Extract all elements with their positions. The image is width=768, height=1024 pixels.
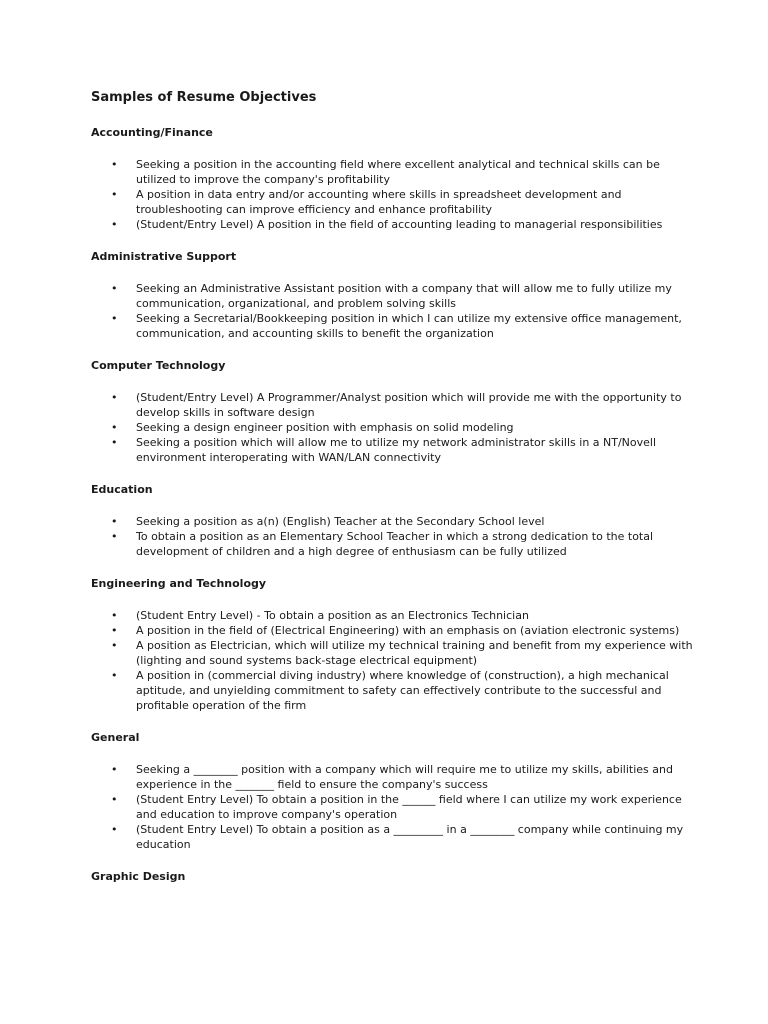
sections-container	[91, 125, 701, 885]
list-item	[91, 514, 701, 529]
list-item	[91, 311, 701, 341]
bullet-list	[91, 762, 701, 852]
list-item-text: A position as Electrician, which will utilize my technical training and benefit from my experience with (lighting and sound systems back-stage electrical equipment)	[136, 639, 693, 667]
section-heading: Accounting/Finance	[91, 126, 213, 139]
list-item	[91, 217, 701, 232]
list-item-text: Seeking a position in the accounting field where excellent analytical and technical skills can be utilized to improve the company's profitability	[136, 158, 660, 186]
list-item-text: Seeking a ________ position with a company which will require me to utilize my skills, abilities and experience in the _______ field to ensure the company's success	[136, 763, 673, 791]
bullet-icon: •	[111, 793, 118, 806]
list-item-text: (Student/Entry Level) A position in the field of accounting leading to managerial responsibilities	[136, 218, 663, 231]
list-item-text: A position in data entry and/or accounting where skills in spreadsheet development and troubleshooting can improve efficiency and enhance profitability	[136, 188, 622, 216]
list-item-text: A position in the field of (Electrical Engineering) with an emphasis on (aviation electronic systems)	[136, 624, 680, 637]
section	[91, 730, 701, 852]
list-item-text: Seeking an Administrative Assistant position with a company that will allow me to fully utilize my communication, organizational, and problem solving skills	[136, 282, 672, 310]
list-item	[91, 390, 701, 420]
list-item-text: Seeking a Secretarial/Bookkeeping position in which I can utilize my extensive office management, communication, and accounting skills to benefit the organization	[136, 312, 682, 340]
list-item	[91, 529, 701, 559]
document-page	[91, 88, 701, 901]
section-heading: Administrative Support	[91, 250, 237, 263]
list-item-text: A position in (commercial diving industry) where knowledge of (construction), a high mechanical aptitude, and unyielding commitment to safety can effectively contribute to the successful and profitable operation of the firm	[136, 669, 669, 712]
bullet-icon: •	[111, 639, 118, 652]
bullet-icon: •	[111, 530, 118, 543]
bullet-icon: •	[111, 823, 118, 836]
list-item-text: (Student Entry Level) - To obtain a position as an Electronics Technician	[136, 609, 529, 622]
section-heading: General	[91, 731, 140, 744]
section-heading: Computer Technology	[91, 359, 226, 372]
section-heading: Graphic Design	[91, 870, 186, 883]
bullet-icon: •	[111, 624, 118, 637]
list-item	[91, 420, 701, 435]
bullet-icon: •	[111, 188, 118, 201]
bullet-list	[91, 390, 701, 465]
section	[91, 869, 701, 885]
bullet-icon: •	[111, 158, 118, 171]
bullet-icon: •	[111, 515, 118, 528]
section	[91, 125, 701, 232]
section	[91, 576, 701, 713]
list-item	[91, 187, 701, 217]
list-item	[91, 608, 701, 623]
document-title: Samples of Resume Objectives	[91, 90, 317, 105]
bullet-list	[91, 157, 701, 232]
section	[91, 249, 701, 341]
bullet-icon: •	[111, 282, 118, 295]
list-item-text: Seeking a position as a(n) (English) Teacher at the Secondary School level	[136, 515, 545, 528]
list-item	[91, 435, 701, 465]
list-item-text: To obtain a position as an Elementary School Teacher in which a strong dedication to the total development of children and a high degree of enthusiasm can be fully utilized	[136, 530, 654, 558]
list-item	[91, 623, 701, 638]
list-item	[91, 638, 701, 668]
list-item-text: (Student Entry Level) To obtain a position as a _________ in a ________ company while continuing my education	[136, 823, 684, 851]
section	[91, 358, 701, 465]
bullet-icon: •	[111, 609, 118, 622]
bullet-list	[91, 514, 701, 559]
bullet-icon: •	[111, 218, 118, 231]
bullet-icon: •	[111, 669, 118, 682]
bullet-icon: •	[111, 421, 118, 434]
list-item-text: (Student/Entry Level) A Programmer/Analyst position which will provide me with the opportunity to develop skills in software design	[136, 391, 682, 419]
bullet-icon: •	[111, 312, 118, 325]
list-item	[91, 281, 701, 311]
list-item	[91, 668, 701, 713]
list-item	[91, 792, 701, 822]
list-item	[91, 157, 701, 187]
list-item-text: Seeking a design engineer position with emphasis on solid modeling	[136, 421, 514, 434]
list-item	[91, 822, 701, 852]
section-heading: Education	[91, 483, 153, 496]
bullet-list	[91, 281, 701, 341]
bullet-icon: •	[111, 391, 118, 404]
section	[91, 482, 701, 559]
list-item-text: (Student Entry Level) To obtain a position in the ______ field where I can utilize my work experience and education to improve company's operation	[136, 793, 682, 821]
section-heading: Engineering and Technology	[91, 577, 267, 590]
bullet-icon: •	[111, 436, 118, 449]
bullet-list	[91, 608, 701, 713]
list-item	[91, 762, 701, 792]
bullet-icon: •	[111, 763, 118, 776]
list-item-text: Seeking a position which will allow me to utilize my network administrator skills in a NT/Novell environment interoperating with WAN/LAN connectivity	[136, 436, 657, 464]
